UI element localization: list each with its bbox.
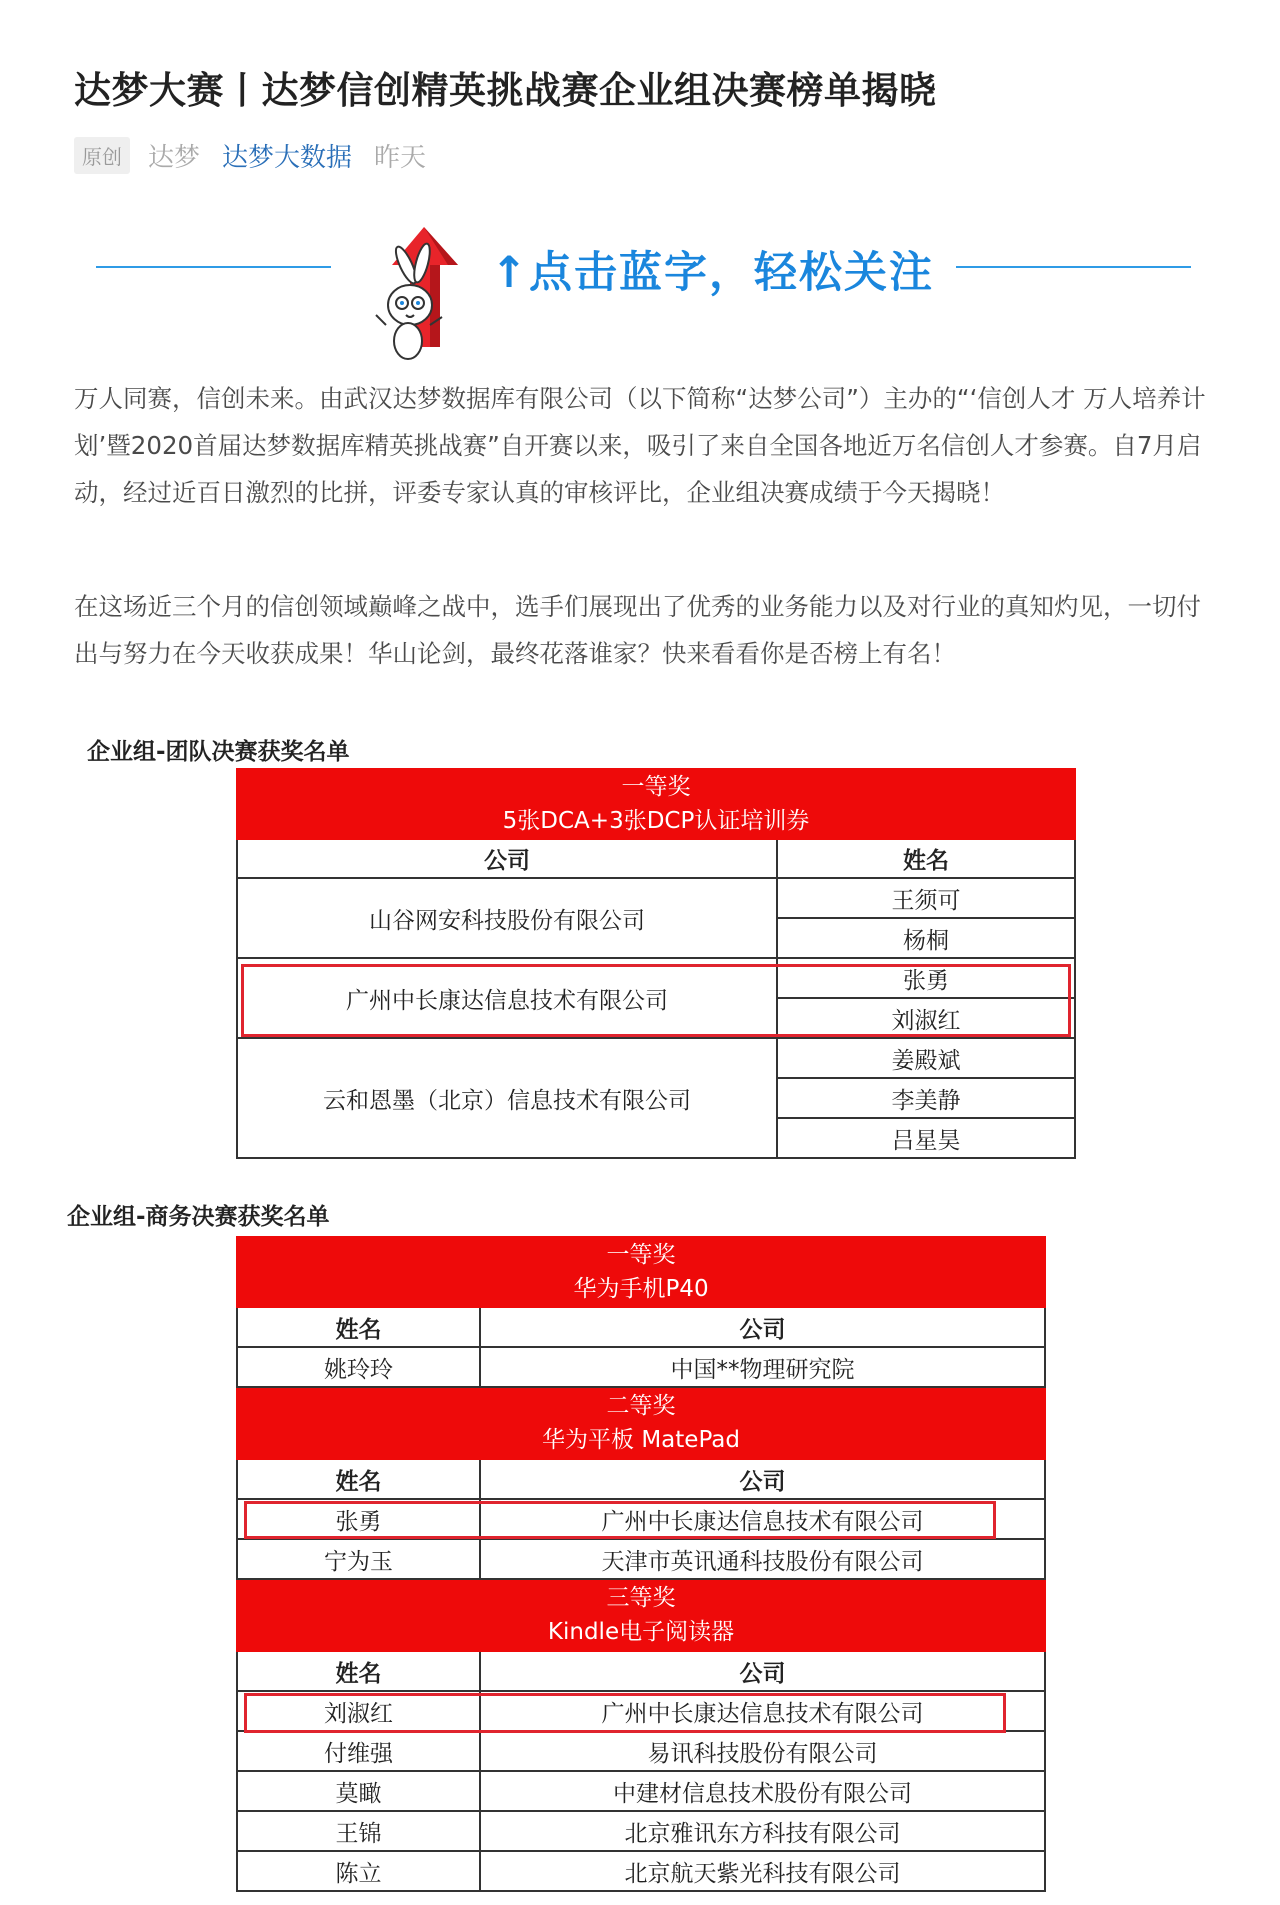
table-row xyxy=(237,1811,1045,1851)
team-member: 李美静 xyxy=(777,1078,1075,1118)
winner-company: 北京雅讯东方科技有限公司 xyxy=(480,1811,1045,1851)
team-member: 刘淑红 xyxy=(777,998,1075,1038)
winner-company: 广州中长康达信息技术有限公司 xyxy=(480,1499,1045,1539)
article-meta xyxy=(74,137,426,174)
prize-name: 一等奖 xyxy=(621,774,691,800)
column-header: 公司 xyxy=(480,1651,1045,1691)
winner-company: 中国**物理研究院 xyxy=(480,1347,1045,1387)
table-row xyxy=(237,878,1075,918)
team-member: 姜殿斌 xyxy=(777,1038,1075,1078)
highlight-box xyxy=(244,1693,1006,1733)
team-member: 杨桐 xyxy=(777,918,1075,958)
column-header: 姓名 xyxy=(237,1307,480,1347)
business-section-title: 企业组-商务决赛获奖名单 xyxy=(67,1204,330,1230)
divider-left xyxy=(96,266,331,268)
team-member: 吕星昊 xyxy=(777,1118,1075,1158)
winner-name: 刘淑红 xyxy=(237,1691,480,1731)
team-company: 云和恩墨（北京）信息技术有限公司 xyxy=(237,1038,777,1158)
winner-name: 姚玲玲 xyxy=(237,1347,480,1387)
table-row xyxy=(237,1038,1075,1078)
team-member: 张勇 xyxy=(777,958,1075,998)
winner-company: 天津市英讯通科技股份有限公司 xyxy=(480,1539,1045,1579)
team-member: 王须可 xyxy=(777,878,1075,918)
column-header: 公司 xyxy=(480,1459,1045,1499)
prize-header xyxy=(237,1237,1045,1307)
article-title: 达梦大赛丨达梦信创精英挑战赛企业组决赛榜单揭晓 xyxy=(74,69,937,112)
bunny-mascot-icon xyxy=(366,225,476,365)
follow-text[interactable]: ↑点击蓝字，轻松关注 xyxy=(491,248,935,298)
winner-company: 易讯科技股份有限公司 xyxy=(480,1731,1045,1771)
table-row xyxy=(237,1539,1045,1579)
prize-name: 三等奖 xyxy=(606,1585,676,1611)
team-company: 山谷网安科技股份有限公司 xyxy=(237,878,777,958)
team-company: 广州中长康达信息技术有限公司 xyxy=(237,958,777,1038)
column-header: 公司 xyxy=(237,839,777,878)
author-name: 达梦 xyxy=(148,143,201,173)
column-header: 姓名 xyxy=(237,1651,480,1691)
winner-company: 北京航天紫光科技有限公司 xyxy=(480,1851,1045,1891)
intro-paragraph: 万人同赛，信创未来。由武汉达梦数据库有限公司（以下简称“达梦公司”）主办的“‘信创人才 万人培养计划’暨2020首届达梦数据库精英挑战赛”自开赛以来，吸引了来自全国各地近万名信创人才参赛。自7月启动，经过近百日激烈的比拼，评委专家认真的审核评比，企业组决赛成绩于今天揭晓！ xyxy=(74,384,1206,507)
winner-name: 宁为玉 xyxy=(237,1539,480,1579)
column-header: 姓名 xyxy=(777,839,1075,878)
winner-name: 陈立 xyxy=(237,1851,480,1891)
prize-name: 二等奖 xyxy=(606,1393,676,1419)
table-row xyxy=(237,1771,1045,1811)
divider-right xyxy=(956,266,1191,268)
original-tag: 原创 xyxy=(74,137,130,174)
prize-header xyxy=(237,1579,1045,1651)
publish-date: 昨天 xyxy=(374,143,427,173)
winner-name: 莫瞰 xyxy=(237,1771,480,1811)
intro-paragraph-2: 在这场近三个月的信创领域巅峰之战中，选手们展现出了优秀的业务能力以及对行业的真知灼见，一切付出与努力在今天收获成果！华山论剑，最终花落谁家？快来看看你是否榜上有名！ xyxy=(74,592,1201,668)
account-link[interactable]: 达梦大数据 xyxy=(222,143,353,173)
prize-reward: Kindle电子阅读器 xyxy=(547,1619,735,1645)
winner-name: 王锦 xyxy=(237,1811,480,1851)
prize-reward: 5张DCA+3张DCP认证培训券 xyxy=(502,808,810,834)
column-header: 姓名 xyxy=(237,1459,480,1499)
column-header: 公司 xyxy=(480,1307,1045,1347)
highlight-box xyxy=(241,964,1071,1037)
winner-company: 中建材信息技术股份有限公司 xyxy=(480,1771,1045,1811)
table-row xyxy=(237,1851,1045,1891)
business-award-table xyxy=(236,1236,1046,1892)
winner-name: 张勇 xyxy=(237,1499,480,1539)
table-row xyxy=(237,1731,1045,1771)
team-section-title: 企业组-团队决赛获奖名单 xyxy=(87,739,350,765)
winner-company: 广州中长康达信息技术有限公司 xyxy=(480,1691,1045,1731)
highlight-box xyxy=(244,1501,996,1539)
winner-name: 付维强 xyxy=(237,1731,480,1771)
prize-reward: 华为平板 MatePad xyxy=(542,1427,740,1453)
table-row xyxy=(237,1347,1045,1387)
prize-name: 一等奖 xyxy=(606,1242,676,1268)
prize-header xyxy=(237,769,1075,839)
follow-banner[interactable] xyxy=(96,225,1191,375)
prize-reward: 华为手机P40 xyxy=(573,1276,709,1302)
prize-header xyxy=(237,1387,1045,1459)
